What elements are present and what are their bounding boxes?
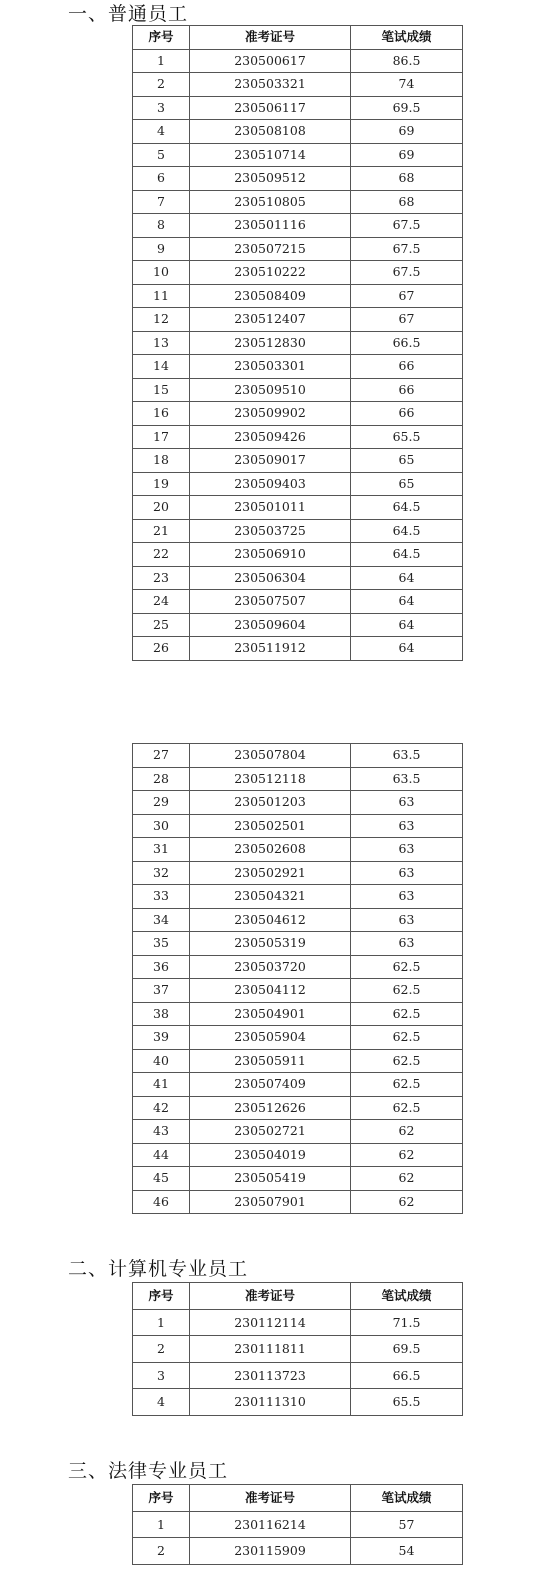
exam-number: 230502501 (190, 814, 351, 838)
table-row (133, 1073, 463, 1097)
header-score: 笔试成绩 (351, 1283, 463, 1310)
exam-number: 230115909 (190, 1538, 351, 1565)
header-exam-number: 准考证号 (190, 1283, 351, 1310)
row-index: 28 (133, 767, 190, 791)
exam-number: 230505904 (190, 1026, 351, 1050)
table-row (133, 472, 463, 496)
table-row (133, 73, 463, 97)
exam-number: 230509426 (190, 425, 351, 449)
row-index: 16 (133, 402, 190, 426)
exam-number: 230506910 (190, 543, 351, 567)
row-index: 11 (133, 284, 190, 308)
row-index: 1 (133, 1511, 190, 1538)
written-score: 68 (351, 167, 463, 191)
table-row (133, 1389, 463, 1416)
written-score: 57 (351, 1511, 463, 1538)
header-exam-number: 准考证号 (190, 26, 351, 50)
table-row (133, 120, 463, 144)
table-header (133, 26, 463, 50)
row-index: 2 (133, 1336, 190, 1363)
written-score: 69.5 (351, 1336, 463, 1363)
table-body (133, 744, 463, 1214)
written-score: 66.5 (351, 331, 463, 355)
written-score: 68 (351, 190, 463, 214)
header-index: 序号 (133, 1283, 190, 1310)
scores-table-law (132, 1484, 463, 1565)
table-row (133, 791, 463, 815)
row-index: 40 (133, 1049, 190, 1073)
exam-number: 230509512 (190, 167, 351, 191)
table-row (133, 449, 463, 473)
table-row (133, 1049, 463, 1073)
written-score: 62.5 (351, 1026, 463, 1050)
row-index: 34 (133, 908, 190, 932)
table-row (133, 838, 463, 862)
table-row (133, 425, 463, 449)
table-row (133, 932, 463, 956)
scores-table-computer (132, 1282, 463, 1416)
table-row (133, 1026, 463, 1050)
row-index: 26 (133, 637, 190, 661)
row-index: 20 (133, 496, 190, 520)
exam-number: 230111811 (190, 1336, 351, 1363)
exam-number: 230503725 (190, 519, 351, 543)
exam-number: 230503321 (190, 73, 351, 97)
exam-number: 230502921 (190, 861, 351, 885)
row-index: 9 (133, 237, 190, 261)
row-index: 42 (133, 1096, 190, 1120)
written-score: 62 (351, 1120, 463, 1144)
exam-number: 230505419 (190, 1167, 351, 1191)
row-index: 35 (133, 932, 190, 956)
table-header (133, 1283, 463, 1310)
exam-number: 230512830 (190, 331, 351, 355)
row-index: 27 (133, 744, 190, 768)
header-row (133, 1283, 463, 1310)
table-row (133, 402, 463, 426)
written-score: 63 (351, 885, 463, 909)
written-score: 62.5 (351, 955, 463, 979)
row-index: 8 (133, 214, 190, 238)
header-row (133, 1485, 463, 1512)
table-row (133, 261, 463, 285)
exam-number: 230112114 (190, 1309, 351, 1336)
written-score: 65 (351, 472, 463, 496)
exam-number: 230505911 (190, 1049, 351, 1073)
exam-number: 230512407 (190, 308, 351, 332)
written-score: 67.5 (351, 214, 463, 238)
header-index: 序号 (133, 1485, 190, 1512)
row-index: 39 (133, 1026, 190, 1050)
section-title-general: 一、普通员工 (68, 3, 189, 25)
exam-number: 230113723 (190, 1362, 351, 1389)
table-row (133, 1120, 463, 1144)
table-row (133, 767, 463, 791)
row-index: 3 (133, 1362, 190, 1389)
written-score: 62.5 (351, 1049, 463, 1073)
exam-number: 230507409 (190, 1073, 351, 1097)
written-score: 74 (351, 73, 463, 97)
written-score: 62.5 (351, 1002, 463, 1026)
written-score: 63 (351, 908, 463, 932)
exam-number: 230509017 (190, 449, 351, 473)
row-index: 21 (133, 519, 190, 543)
exam-number: 230508409 (190, 284, 351, 308)
row-index: 7 (133, 190, 190, 214)
row-index: 37 (133, 979, 190, 1003)
exam-number: 230504901 (190, 1002, 351, 1026)
exam-number: 230507215 (190, 237, 351, 261)
row-index: 33 (133, 885, 190, 909)
row-index: 25 (133, 613, 190, 637)
row-index: 23 (133, 566, 190, 590)
table-row (133, 49, 463, 73)
exam-number: 230504612 (190, 908, 351, 932)
row-index: 3 (133, 96, 190, 120)
exam-number: 230507804 (190, 744, 351, 768)
written-score: 63.5 (351, 767, 463, 791)
written-score: 69 (351, 143, 463, 167)
table-row (133, 237, 463, 261)
table-row (133, 355, 463, 379)
row-index: 17 (133, 425, 190, 449)
exam-number: 230500617 (190, 49, 351, 73)
table-row (133, 908, 463, 932)
exam-number: 230510714 (190, 143, 351, 167)
row-index: 19 (133, 472, 190, 496)
table-row (133, 1538, 463, 1565)
row-index: 31 (133, 838, 190, 862)
written-score: 67.5 (351, 237, 463, 261)
scores-table-general-continued (132, 743, 463, 1214)
row-index: 22 (133, 543, 190, 567)
table-row (133, 519, 463, 543)
written-score: 63.5 (351, 744, 463, 768)
exam-number: 230503301 (190, 355, 351, 379)
exam-number: 230116214 (190, 1511, 351, 1538)
written-score: 65.5 (351, 425, 463, 449)
written-score: 66 (351, 402, 463, 426)
row-index: 29 (133, 791, 190, 815)
row-index: 13 (133, 331, 190, 355)
written-score: 64.5 (351, 496, 463, 520)
exam-number: 230501116 (190, 214, 351, 238)
written-score: 65.5 (351, 1389, 463, 1416)
row-index: 36 (133, 955, 190, 979)
written-score: 63 (351, 791, 463, 815)
header-index: 序号 (133, 26, 190, 50)
row-index: 44 (133, 1143, 190, 1167)
exam-number: 230504321 (190, 885, 351, 909)
table-body (133, 1309, 463, 1415)
table-row (133, 378, 463, 402)
row-index: 2 (133, 73, 190, 97)
table-row (133, 331, 463, 355)
table-row (133, 96, 463, 120)
table-body (133, 1511, 463, 1564)
written-score: 63 (351, 814, 463, 838)
row-index: 15 (133, 378, 190, 402)
table-row (133, 979, 463, 1003)
row-index: 1 (133, 49, 190, 73)
exam-number: 230504019 (190, 1143, 351, 1167)
exam-number: 230509510 (190, 378, 351, 402)
exam-number: 230506304 (190, 566, 351, 590)
table-row (133, 861, 463, 885)
written-score: 69 (351, 120, 463, 144)
table-row (133, 1167, 463, 1191)
exam-number: 230508108 (190, 120, 351, 144)
row-index: 43 (133, 1120, 190, 1144)
written-score: 67.5 (351, 261, 463, 285)
section-title-law: 三、法律专业员工 (68, 1460, 229, 1482)
row-index: 4 (133, 1389, 190, 1416)
row-index: 46 (133, 1190, 190, 1214)
exam-number: 230501203 (190, 791, 351, 815)
exam-number: 230503720 (190, 955, 351, 979)
section-title-computer: 二、计算机专业员工 (68, 1258, 249, 1280)
written-score: 64 (351, 590, 463, 614)
table-row (133, 214, 463, 238)
table-row (133, 885, 463, 909)
written-score: 62.5 (351, 1073, 463, 1097)
written-score: 66 (351, 378, 463, 402)
row-index: 2 (133, 1538, 190, 1565)
written-score: 64 (351, 566, 463, 590)
row-index: 10 (133, 261, 190, 285)
row-index: 1 (133, 1309, 190, 1336)
written-score: 62 (351, 1167, 463, 1191)
written-score: 62.5 (351, 1096, 463, 1120)
table-row (133, 1362, 463, 1389)
table-row (133, 1143, 463, 1167)
row-index: 4 (133, 120, 190, 144)
table-row (133, 637, 463, 661)
written-score: 54 (351, 1538, 463, 1565)
table-row (133, 814, 463, 838)
header-score: 笔试成绩 (351, 26, 463, 50)
exam-number: 230504112 (190, 979, 351, 1003)
exam-number: 230509902 (190, 402, 351, 426)
row-index: 5 (133, 143, 190, 167)
row-index: 14 (133, 355, 190, 379)
table-row (133, 308, 463, 332)
written-score: 62 (351, 1143, 463, 1167)
written-score: 67 (351, 308, 463, 332)
exam-number: 230111310 (190, 1389, 351, 1416)
exam-number: 230501011 (190, 496, 351, 520)
table-row (133, 566, 463, 590)
written-score: 67 (351, 284, 463, 308)
table-row (133, 143, 463, 167)
written-score: 63 (351, 932, 463, 956)
row-index: 45 (133, 1167, 190, 1191)
exam-number: 230511912 (190, 637, 351, 661)
row-index: 38 (133, 1002, 190, 1026)
scores-table-general (132, 25, 463, 661)
written-score: 66.5 (351, 1362, 463, 1389)
table-header (133, 1485, 463, 1512)
row-index: 30 (133, 814, 190, 838)
written-score: 64 (351, 637, 463, 661)
written-score: 63 (351, 838, 463, 862)
exam-number: 230512118 (190, 767, 351, 791)
written-score: 62.5 (351, 979, 463, 1003)
row-index: 41 (133, 1073, 190, 1097)
exam-number: 230506117 (190, 96, 351, 120)
exam-number: 230510805 (190, 190, 351, 214)
table-row (133, 284, 463, 308)
exam-number: 230507507 (190, 590, 351, 614)
written-score: 62 (351, 1190, 463, 1214)
exam-number: 230512626 (190, 1096, 351, 1120)
written-score: 63 (351, 861, 463, 885)
exam-number: 230509604 (190, 613, 351, 637)
written-score: 86.5 (351, 49, 463, 73)
exam-number: 230502608 (190, 838, 351, 862)
written-score: 71.5 (351, 1309, 463, 1336)
table-row (133, 496, 463, 520)
table-row (133, 167, 463, 191)
table-row (133, 613, 463, 637)
header-score: 笔试成绩 (351, 1485, 463, 1512)
exam-number: 230507901 (190, 1190, 351, 1214)
row-index: 12 (133, 308, 190, 332)
table-row (133, 1190, 463, 1214)
table-row (133, 1309, 463, 1336)
written-score: 69.5 (351, 96, 463, 120)
header-row (133, 26, 463, 50)
table-body (133, 49, 463, 660)
exam-number: 230505319 (190, 932, 351, 956)
exam-number: 230502721 (190, 1120, 351, 1144)
table-row (133, 1002, 463, 1026)
table-row (133, 1336, 463, 1363)
written-score: 64 (351, 613, 463, 637)
header-exam-number: 准考证号 (190, 1485, 351, 1512)
row-index: 18 (133, 449, 190, 473)
table-row (133, 543, 463, 567)
table-row (133, 1096, 463, 1120)
written-score: 64.5 (351, 519, 463, 543)
written-score: 64.5 (351, 543, 463, 567)
table-row (133, 744, 463, 768)
table-row (133, 190, 463, 214)
exam-number: 230510222 (190, 261, 351, 285)
written-score: 66 (351, 355, 463, 379)
table-row (133, 1511, 463, 1538)
row-index: 6 (133, 167, 190, 191)
row-index: 24 (133, 590, 190, 614)
written-score: 65 (351, 449, 463, 473)
table-row (133, 590, 463, 614)
table-row (133, 955, 463, 979)
row-index: 32 (133, 861, 190, 885)
exam-number: 230509403 (190, 472, 351, 496)
